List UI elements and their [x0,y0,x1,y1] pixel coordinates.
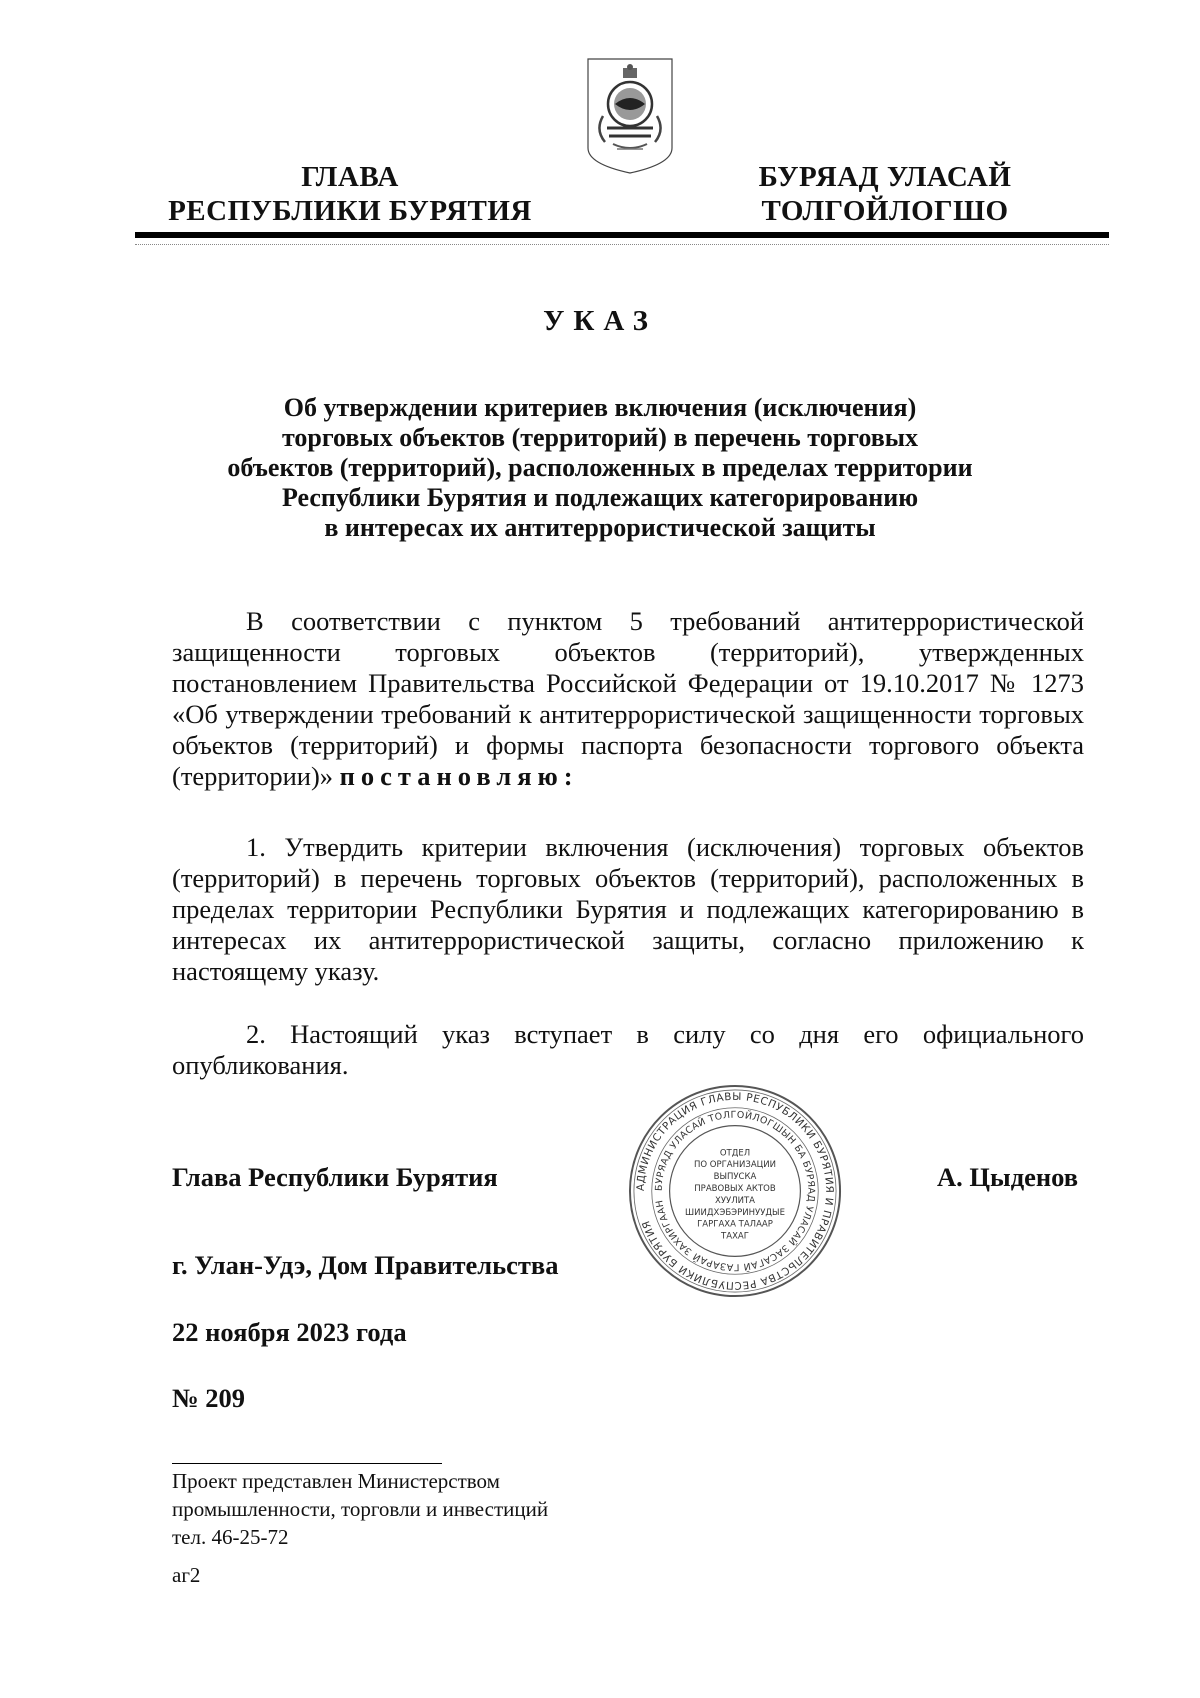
item-2: 2. Настоящий указ вступает в силу со дня его официального опубликования. [172,1019,1084,1080]
seal-center-line: ВЫПУСКА [713,1172,757,1183]
header-right-line1: БУРЯАД УЛАСАЙ [758,161,1012,193]
title-line: объектов (территорий), расположенных в пределах территории [227,453,973,482]
emblem-icon [585,56,675,176]
footer-line: тел. 46-25-72 [172,1525,289,1549]
seal-center-line: ПРАВОВЫХ АКТОВ [694,1184,776,1194]
decree-word: постановляю: [339,761,579,791]
seal-center-line: ОТДЕЛ [719,1148,751,1159]
document-type: УКАЗ [543,305,657,337]
title-line: Об утверждении критериев включения (исключения) [283,393,917,422]
header-right-line2: ТОЛГОЙЛОГШО [761,195,1009,227]
seal-center-line: ТАХАГ [721,1231,749,1242]
header-divider [135,232,1109,238]
title-line: Республики Бурятия и подлежащих категорированию [281,483,919,512]
preamble-paragraph [172,606,1084,792]
seal-center-line: ГАРГАХА ТАЛААР [697,1219,773,1230]
signature-name: А. Цыденов [937,1162,1079,1192]
footer-line: промышленности, торговли и инвестиций [172,1497,549,1521]
header-right [705,160,1065,228]
seal-center-line: ХУУЛИТА [714,1195,756,1206]
signature-position: Глава Республики Бурятия [172,1162,498,1192]
preamble-text: В соответствии с пунктом 5 требований антитеррористической защищенности торговых объектов (территорий), утвержденных постановлением Правительства Российской Федерации от 19.10.2017 № 1273 «Об утверждении требований к антитеррористической защищенности торговых объектов (территорий) и формы паспорта безопасности торгового объекта (территории)» [172,606,1084,791]
footer-divider [172,1463,442,1464]
official-seal [626,1082,844,1300]
seal-center-line: ШИИДХЭБЭРИНУУДЫЕ [685,1207,785,1218]
title-line: торговых объектов (территорий) в перечень торговых [281,423,919,452]
header-left [150,160,550,228]
footer-line: Проект представлен Министерством [172,1469,500,1493]
seal-inner-text: БУРЯАД УЛАСАЙ ТОЛГОЙЛОГШЫН БА БУРЯАД УЛАСАЙ ЗАСАГАЙ ГАЗАРАЙ ЗАХИРГААН [653,1109,817,1273]
issue-date: 22 ноября 2023 года [172,1317,407,1347]
item-1: 1. Утвердить критерии включения (исключения) торговых объектов (территорий) в перечень торговых объектов (территорий), расположенных в пределах территории Республики Бурятия и подлежащих категорированию в интересах их антитеррористической защиты, согласно приложению к настоящему указу. [172,832,1084,986]
header-left-line2: РЕСПУБЛИКИ БУРЯТИЯ [168,195,532,227]
seal-outer-text: АДМИНИСТРАЦИЯ ГЛАВЫ РЕСПУБЛИКИ БУРЯТИЯ И ПРАВИТЕЛЬСТВА РЕСПУБЛИКИ БУРЯТИЯ [634,1090,836,1292]
issue-place: г. Улан-Удэ, Дом Правительства [172,1250,559,1280]
header-left-line1: ГЛАВА [301,161,399,193]
document-number: № 209 [172,1383,246,1413]
title-line: в интересах их антитеррористической защиты [324,513,876,542]
footer-note [172,1467,548,1551]
document-title [175,393,1025,543]
header-divider-thin [135,244,1109,245]
seal-center-line: ПО ОРГАНИЗАЦИИ [693,1160,777,1171]
footer-code: аг2 [172,1563,201,1587]
